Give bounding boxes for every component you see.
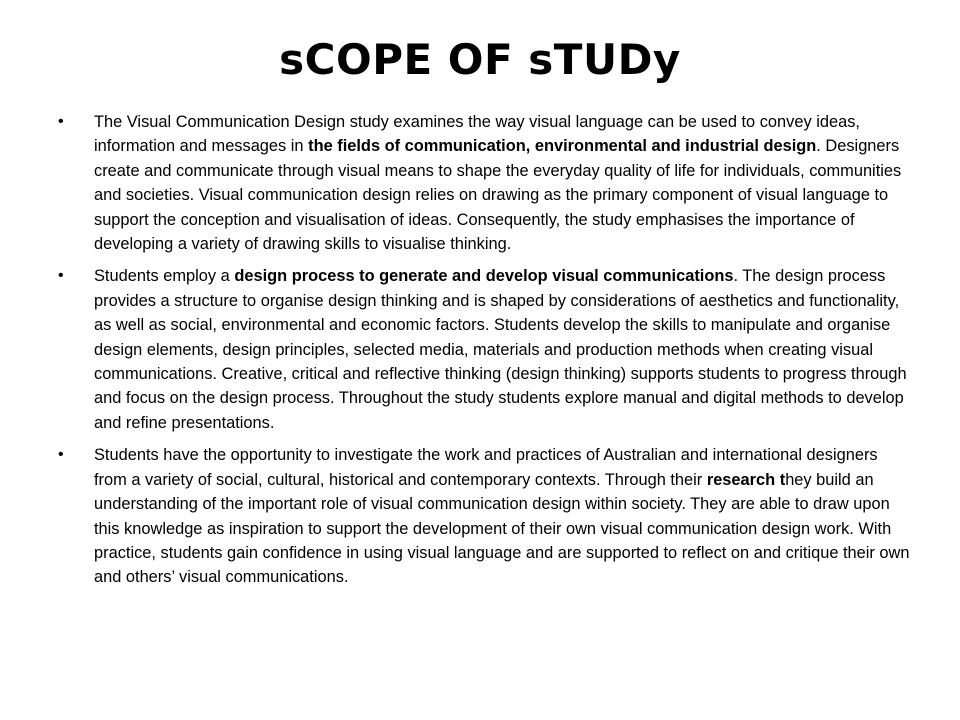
bullet-icon: • [58, 113, 64, 130]
bullet-text-bold: design process to generate and develop visual communications [234, 267, 734, 286]
bullet-text-run: . The design process provides a structure to organise design thinking and is shaped by considerations of aesthetics and functionality, as well as social, environmental and economic factors. Students develop the skills to manipulate and organise design elements, design principles, selected media, materials and production methods when creating visual communications. Creative, critical and reflective thinking (design thinking) supports students to progress through and focus on the design process. Throughout the study students explore manual and digital methods to develop and refine presentations. [94, 267, 907, 432]
bullet-text [94, 267, 907, 431]
bullet-item-1 [50, 110, 910, 256]
bullet-icon: • [58, 267, 64, 285]
bullet-text-run: Students have the opportunity to investigate the work and practices of Australian and international designers from a variety of social, cultural, historical and contemporary contexts. Through their [94, 446, 878, 489]
bullet-list [50, 110, 910, 598]
bullet-icon: • [58, 446, 64, 464]
bullet-text-run: The Visual Communication Design study examines the way visual language can be used to convey ideas, information and messages in [94, 113, 860, 156]
bullet-item-2 [50, 264, 910, 435]
bullet-text-run: Students employ a [94, 267, 235, 286]
bullet-text [94, 113, 901, 253]
bullet-text-bold: the fields of communication, environmental and industrial design [308, 137, 817, 156]
bullet-text-bold: research t [706, 470, 786, 489]
slide-title: sCOPE OF sTUDy [279, 35, 681, 84]
bullet-item-3 [50, 443, 910, 589]
bullet-text [94, 446, 910, 586]
bullet-text-run: hey build an understanding of the important role of visual communication design within society. They are able to draw upon this knowledge as inspiration to support the development of their own visual communication design work. With practice, students gain confidence in using visual language and are supported to reflect on and critique their own and others’ visual communications. [94, 470, 910, 587]
bullet-text-run: . Designers create and communicate through visual means to shape the everyday quality of life for individuals, communities and societies. Visual communication design relies on drawing as the primary component of visual language to support the conception and visualisation of ideas. Consequently, the study emphasises the importance of developing a variety of drawing skills to visualise thinking. [94, 137, 902, 254]
